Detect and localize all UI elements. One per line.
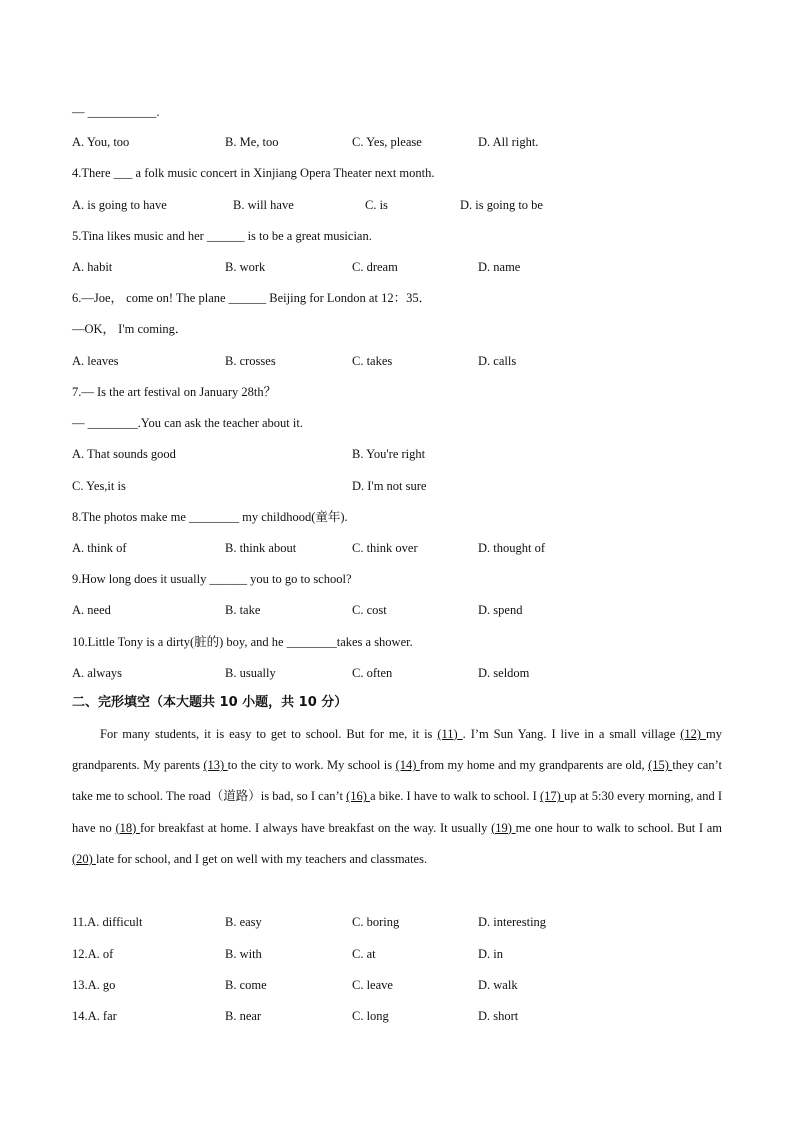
option-b: B. come xyxy=(225,978,267,992)
option-b: B. take xyxy=(225,603,261,617)
option-a: 13.A. go xyxy=(72,978,116,992)
option-c: C. cost xyxy=(352,603,387,617)
option-b: B. with xyxy=(225,947,262,961)
blank-17: (17) xyxy=(539,789,564,804)
option-c: C. is xyxy=(365,198,388,212)
option-d: D. I'm not sure xyxy=(352,479,427,493)
option-a: A. habit xyxy=(72,260,113,274)
option-a: A. think of xyxy=(72,541,127,555)
option-d: D. short xyxy=(478,1009,519,1023)
option-b: B. think about xyxy=(225,541,297,555)
option-a: 12.A. of xyxy=(72,947,114,961)
option-b: B. will have xyxy=(233,198,294,212)
option-b: B. near xyxy=(225,1009,262,1023)
option-a: 14.A. far xyxy=(72,1009,117,1023)
option-a: A. always xyxy=(72,666,122,680)
option-a: A. is going to have xyxy=(72,198,167,212)
option-c: C. long xyxy=(352,1009,389,1023)
option-d: D. is going to be xyxy=(460,198,543,212)
option-c: C. dream xyxy=(352,260,398,274)
option-c: C. Yes, please xyxy=(352,135,422,149)
option-d: D. in xyxy=(478,947,503,961)
option-c: C. at xyxy=(352,947,376,961)
blank-14: (14) xyxy=(395,758,420,773)
option-d: D. calls xyxy=(478,354,517,368)
blank-18: (18) xyxy=(115,820,140,835)
question-8-stem: 8.The photos make me ________ my childhood(童年). xyxy=(72,510,348,524)
option-a: A. need xyxy=(72,603,111,617)
passage-text: from my home and my grandparents are old, xyxy=(419,758,649,773)
question-7-stem: 7.— Is the art festival on January 28th？ xyxy=(72,385,277,399)
passage-text: late for school, and I get on well with my teachers and classmates. xyxy=(95,851,428,866)
option-b: B. You're right xyxy=(352,447,426,461)
option-a: A. leaves xyxy=(72,354,119,368)
passage-text: . I’m Sun Yang. I live in a small village xyxy=(462,727,681,741)
option-a: A. You, too xyxy=(72,135,130,149)
passage-text: my grandparents. My parents xyxy=(72,727,722,773)
question-9-stem: 9.How long does it usually ______ you to go to school? xyxy=(72,572,352,586)
option-c: C. often xyxy=(352,666,393,680)
passage-text: to the city to work. My school is xyxy=(227,758,396,773)
option-b: B. crosses xyxy=(225,354,276,368)
cloze-passage xyxy=(72,719,722,875)
blank-13: (13) xyxy=(203,758,228,773)
option-c: C. boring xyxy=(352,915,400,929)
question-7-reply: — ________.You can ask the teacher about it. xyxy=(72,416,303,430)
option-d: D. seldom xyxy=(478,666,530,680)
passage-text: they can’t take me to school. The road（道路）is bad, so I can’t xyxy=(72,758,723,804)
section-2-heading: 二、完形填空（本大题共 10 小题，共 10 分） xyxy=(72,695,348,710)
option-c: C. Yes,it is xyxy=(72,479,126,493)
blank-20: (20) xyxy=(72,851,96,866)
passage-text: up at 5:30 every morning, and I have no xyxy=(72,789,722,835)
passage-text: for breakfast at home. I always have breakfast on the way. It usually xyxy=(139,820,492,835)
option-b: B. usually xyxy=(225,666,276,680)
blank-11: (11) xyxy=(437,727,463,741)
question-5-stem: 5.Tina likes music and her ______ is to be a great musician. xyxy=(72,229,372,243)
option-b: B. easy xyxy=(225,915,262,929)
question-4-stem: 4.There ___ a folk music concert in Xinjiang Opera Theater next month. xyxy=(72,166,435,180)
option-d: D. name xyxy=(478,260,521,274)
blank-19: (19) xyxy=(491,820,516,835)
question-6-stem: 6.—Joe， come on! The plane ______ Beijing for London at 12：35． xyxy=(72,291,432,305)
blank-12: (12) xyxy=(680,727,707,741)
passage-text: me one hour to walk to school. But I am xyxy=(515,820,723,835)
option-a: 11.A. difficult xyxy=(72,915,143,929)
option-b: B. Me, too xyxy=(225,135,279,149)
option-d: D. thought of xyxy=(478,541,546,555)
option-b: B. work xyxy=(225,260,266,274)
option-c: C. think over xyxy=(352,541,418,555)
option-d: D. interesting xyxy=(478,915,547,929)
passage-text: a bike. I have to walk to school. I xyxy=(370,789,540,804)
question-6-reply: —OK， I'm coming． xyxy=(72,322,188,336)
passage-text: For many students, it is easy to get to school. But for me, it is xyxy=(100,727,438,741)
option-d: D. walk xyxy=(478,978,518,992)
option-a: A. That sounds good xyxy=(72,447,176,461)
blank-16: (16) xyxy=(346,789,371,804)
blank-15: (15) xyxy=(648,758,673,773)
option-d: D. spend xyxy=(478,603,523,617)
question-3-answer-line: — ___________. xyxy=(72,105,160,119)
option-c: C. takes xyxy=(352,354,393,368)
option-d: D. All right. xyxy=(478,135,539,149)
question-10-stem: 10.Little Tony is a dirty(脏的) boy, and he ________takes a shower. xyxy=(72,635,413,649)
option-c: C. leave xyxy=(352,978,393,992)
